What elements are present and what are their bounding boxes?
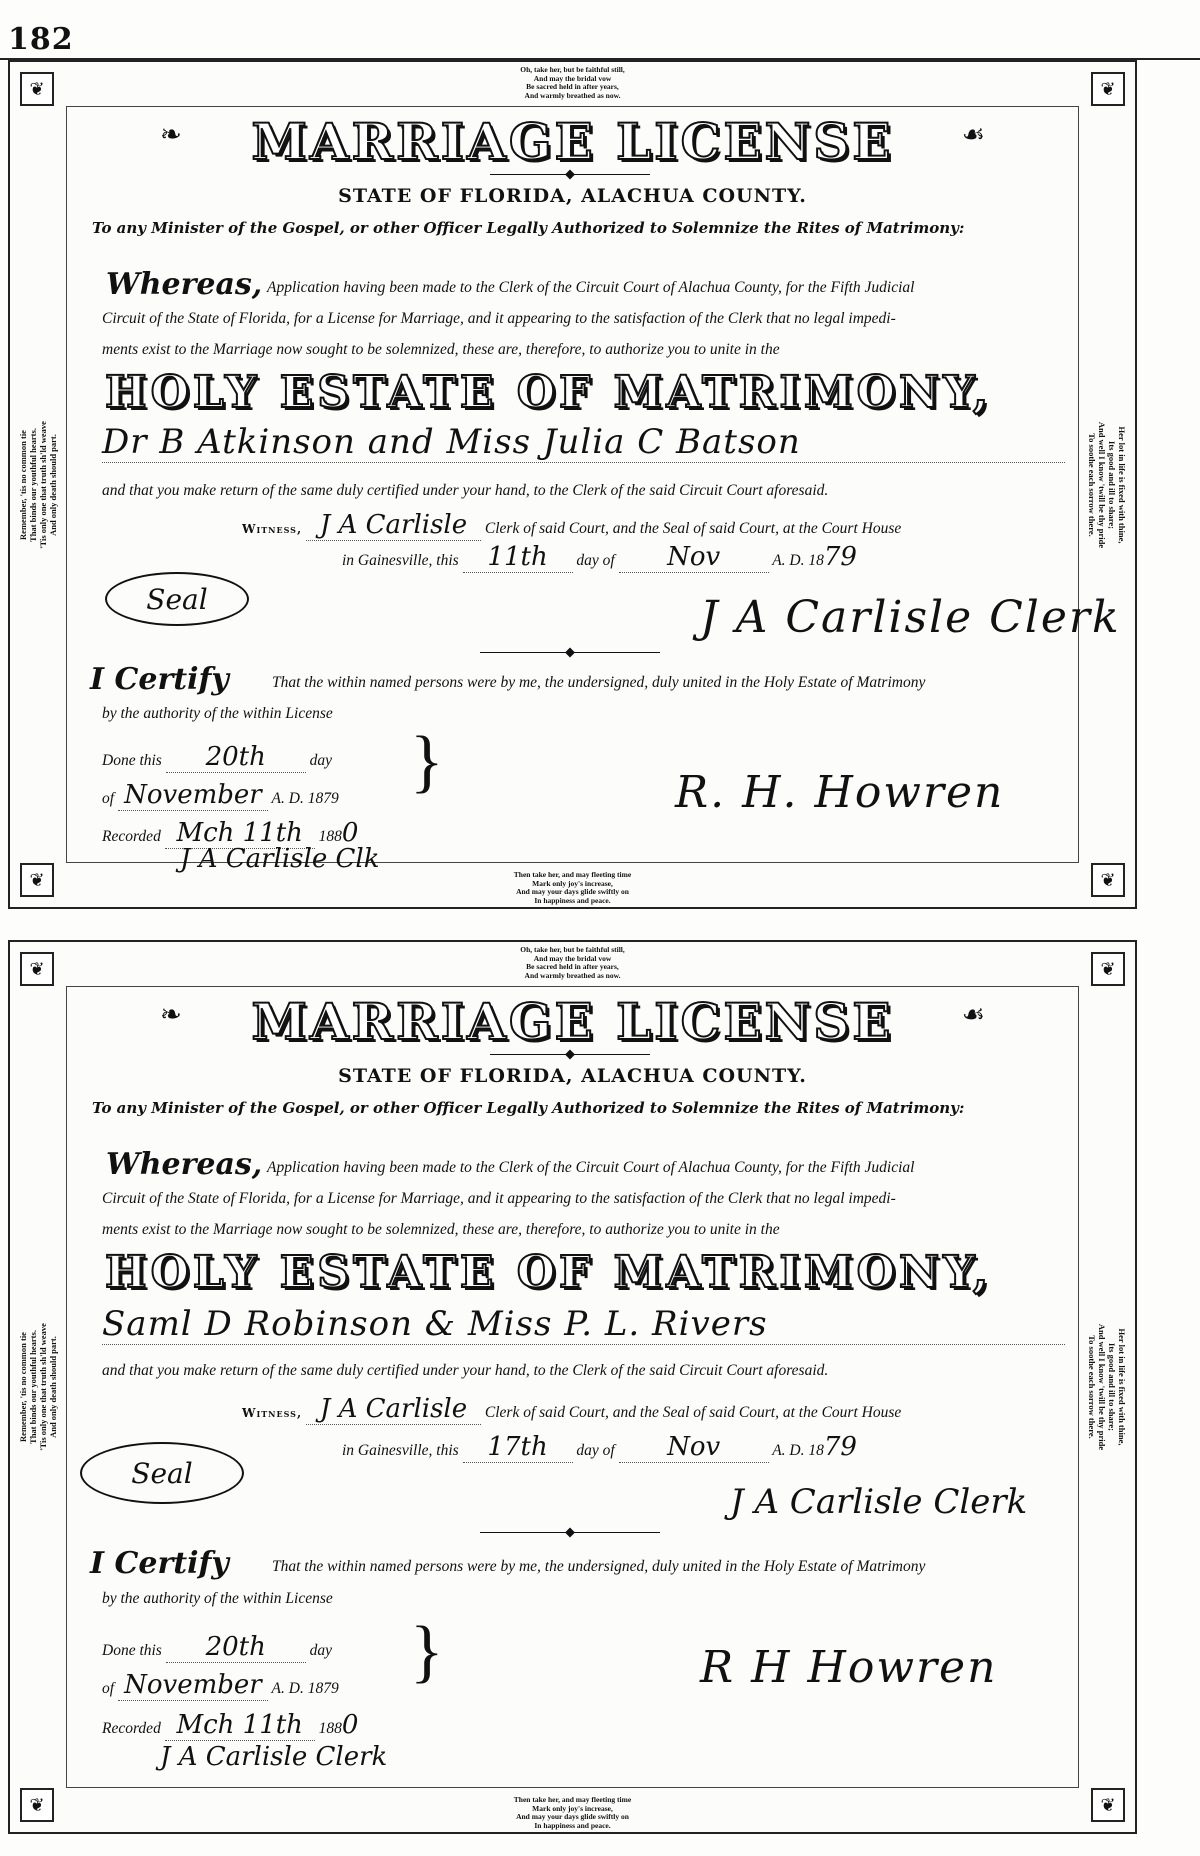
flourish-left-icon: ❧: [160, 1000, 182, 1030]
issue-day: 17th: [463, 1432, 573, 1463]
recorded-line: [102, 1710, 358, 1741]
witness-label: Witness,: [242, 522, 303, 536]
officiant-signature: R. H. Howren: [675, 767, 1005, 818]
application-paragraph: [102, 1152, 1065, 1245]
issue-year: 79: [823, 1432, 857, 1462]
ad-text: A. D. 18: [772, 1442, 824, 1459]
recorded-signature: J A Carlisle Clk: [180, 844, 380, 874]
done-day: 20th: [166, 1632, 306, 1663]
page-number: 182: [8, 22, 74, 57]
marriage-license-1: [8, 60, 1137, 909]
verse-top: Oh, take her, but be faithful still, And may the bridal vow Be sacred held in after years, And warmly breathed as now.: [520, 65, 625, 100]
clerk-signature: J A Carlisle Clerk: [700, 592, 1121, 643]
witness-signature: J A Carlisle: [306, 510, 481, 541]
done-line: [102, 1632, 332, 1663]
section-divider: [480, 652, 660, 653]
done-month: November: [118, 1670, 268, 1701]
date-line: [342, 542, 857, 573]
issue-year: 79: [823, 542, 857, 572]
authority-text: by the authority of the within License: [102, 705, 333, 722]
clerk-court-text: Clerk of said Court, and the Seal of said Court, at the Court House: [484, 520, 902, 537]
side-verse-left: Remember, 'tis no common tie That binds our youthful hearts. 'Tis only one that truth sh'ld weave And only death should part.: [18, 1323, 58, 1451]
in-gainesville-text: in Gainesville, this: [342, 552, 459, 569]
recorded-signature: J A Carlisle Clerk: [160, 1742, 388, 1772]
para-line-1: Application having been made to the Clerk of the Circuit Court of Alachua County, for the Fifth Judicial: [267, 1159, 915, 1176]
recorded-date: Mch 11th: [165, 1710, 315, 1741]
officiant-signature: R H Howren: [700, 1642, 998, 1693]
side-verse-left: Remember, 'tis no common tie That binds our youthful hearts. 'Tis only one that truth sh'ld weave And only death should part.: [18, 420, 58, 549]
state-county: STATE OF FLORIDA, ALACHUA COUNTY.: [338, 185, 807, 207]
corner-ornament-icon: ❦: [20, 72, 54, 106]
corner-ornament-icon: ❦: [20, 952, 54, 986]
day-of-text: day of: [576, 1442, 615, 1459]
recorded-label: Recorded: [102, 1720, 161, 1737]
verse-top: Oh, take her, but be faithful still, And may the bridal vow Be sacred held in after years, And warmly breathed as now.: [520, 945, 625, 980]
issue-month: Nov: [619, 1432, 769, 1463]
issue-day: 11th: [463, 542, 573, 573]
marriage-license-2: [8, 940, 1137, 1834]
flourish-right-icon: ☙: [961, 1000, 985, 1030]
verse-bottom: Then take her, and may fleeting time Mark only joy's increase, And may your days glide swiftly on In happiness and peace.: [513, 870, 632, 905]
day-of-text: day of: [576, 552, 615, 569]
done-line: [102, 742, 332, 773]
recorded-label: Recorded: [102, 828, 161, 845]
done-this-label: Done this: [102, 1642, 162, 1659]
done-month-line: [102, 780, 339, 811]
corner-ornament-icon: ❦: [20, 863, 54, 897]
para-line-3: ments exist to the Marriage now sought to be solemnized, these are, therefore, to authorize you to unite in the: [102, 341, 780, 358]
done-day: 20th: [166, 742, 306, 773]
holy-estate-heading: HOLY ESTATE OF MATRIMONY,: [105, 367, 993, 418]
recorded-year: 188: [318, 828, 342, 845]
recorded-year-hand: 0: [341, 818, 359, 848]
return-instruction: and that you make return of the same duly certified under your hand, to the Clerk of the said Circuit Court aforesaid.: [102, 1362, 829, 1379]
section-divider: [480, 1532, 660, 1533]
of-label: of: [102, 790, 115, 807]
certify-text: That the within named persons were by me, the undersigned, duly united in the Holy Estate of Matrimony: [272, 674, 926, 691]
side-verse-right: Her lot in life is fixed with thine, Its good and ill to share; And well I know 'twill be thy pride To soothe each sorrow there.: [1087, 1323, 1127, 1451]
recorded-date: Mch 11th: [165, 818, 315, 849]
witness-line: [242, 1394, 901, 1425]
issue-month: Nov: [619, 542, 769, 573]
license-title: MARRIAGE LICENSE: [251, 992, 894, 1051]
done-this-label: Done this: [102, 752, 162, 769]
in-gainesville-text: in Gainesville, this: [342, 1442, 459, 1459]
corner-ornament-icon: ❦: [1091, 72, 1125, 106]
whereas-heading: Whereas,: [106, 267, 263, 302]
certify-heading: I Certify: [90, 662, 229, 697]
witness-label: Witness,: [242, 1406, 303, 1420]
recorded-year: 188: [318, 1720, 342, 1737]
day-label: day: [309, 1642, 332, 1659]
corner-ornament-icon: ❦: [1091, 952, 1125, 986]
witness-line: [242, 510, 901, 541]
court-seal: Seal: [105, 572, 249, 626]
corner-ornament-icon: ❦: [20, 1788, 54, 1822]
done-month-line: [102, 1670, 339, 1701]
holy-estate-heading: HOLY ESTATE OF MATRIMONY,: [105, 1247, 993, 1298]
day-label: day: [309, 752, 332, 769]
recorded-year-hand: 0: [341, 1710, 359, 1740]
couple-names: Dr B Atkinson and Miss Julia C Batson: [102, 422, 1065, 463]
address-line: To any Minister of the Gospel, or other Officer Legally Authorized to Solemnize the Rites of Matrimony:: [92, 219, 965, 237]
title-divider: [490, 174, 650, 175]
done-ad: A. D. 1879: [271, 790, 339, 807]
title-divider: [490, 1054, 650, 1055]
para-line-2: Circuit of the State of Florida, for a License for Marriage, and it appearing to the satisfaction of the Clerk that no legal impedi-: [102, 1190, 896, 1207]
clerk-signature: J A Carlisle Clerk: [730, 1482, 1028, 1522]
couple-names: Saml D Robinson & Miss P. L. Rivers: [102, 1304, 1065, 1345]
clerk-court-text: Clerk of said Court, and the Seal of said Court, at the Court House: [484, 1404, 902, 1421]
ad-text: A. D. 18: [772, 552, 824, 569]
para-line-1: Application having been made to the Clerk of the Circuit Court of Alachua County, for the Fifth Judicial: [267, 279, 915, 296]
state-county: STATE OF FLORIDA, ALACHUA COUNTY.: [338, 1065, 807, 1087]
verse-bottom: Then take her, and may fleeting time Mark only joy's increase, And may your days glide swiftly on In happiness and peace.: [513, 1795, 632, 1830]
witness-signature: J A Carlisle: [306, 1394, 481, 1425]
brace: }: [410, 723, 444, 800]
side-verse-right: Her lot in life is fixed with thine, Its good and ill to share; And well I know 'twill be thy pride To soothe each sorrow there.: [1087, 421, 1127, 548]
whereas-heading: Whereas,: [106, 1147, 263, 1182]
certify-text: That the within named persons were by me, the undersigned, duly united in the Holy Estate of Matrimony: [272, 1558, 926, 1575]
flourish-right-icon: ☙: [961, 120, 985, 150]
date-line: [342, 1432, 857, 1463]
done-month: November: [118, 780, 268, 811]
application-paragraph: [102, 272, 1065, 365]
brace: }: [410, 1613, 444, 1690]
authority-text: by the authority of the within License: [102, 1590, 333, 1607]
license-title: MARRIAGE LICENSE: [251, 112, 894, 171]
corner-ornament-icon: ❦: [1091, 863, 1125, 897]
para-line-3: ments exist to the Marriage now sought to be solemnized, these are, therefore, to authorize you to unite in the: [102, 1221, 780, 1238]
address-line: To any Minister of the Gospel, or other Officer Legally Authorized to Solemnize the Rites of Matrimony:: [92, 1099, 965, 1117]
return-instruction: and that you make return of the same duly certified under your hand, to the Clerk of the said Circuit Court aforesaid.: [102, 482, 829, 499]
of-label: of: [102, 1680, 115, 1697]
done-ad: A. D. 1879: [271, 1680, 339, 1697]
corner-ornament-icon: ❦: [1091, 1788, 1125, 1822]
court-seal: Seal: [80, 1442, 244, 1504]
para-line-2: Circuit of the State of Florida, for a License for Marriage, and it appearing to the satisfaction of the Clerk that no legal impedi-: [102, 310, 896, 327]
certify-heading: I Certify: [90, 1546, 229, 1581]
flourish-left-icon: ❧: [160, 120, 182, 150]
